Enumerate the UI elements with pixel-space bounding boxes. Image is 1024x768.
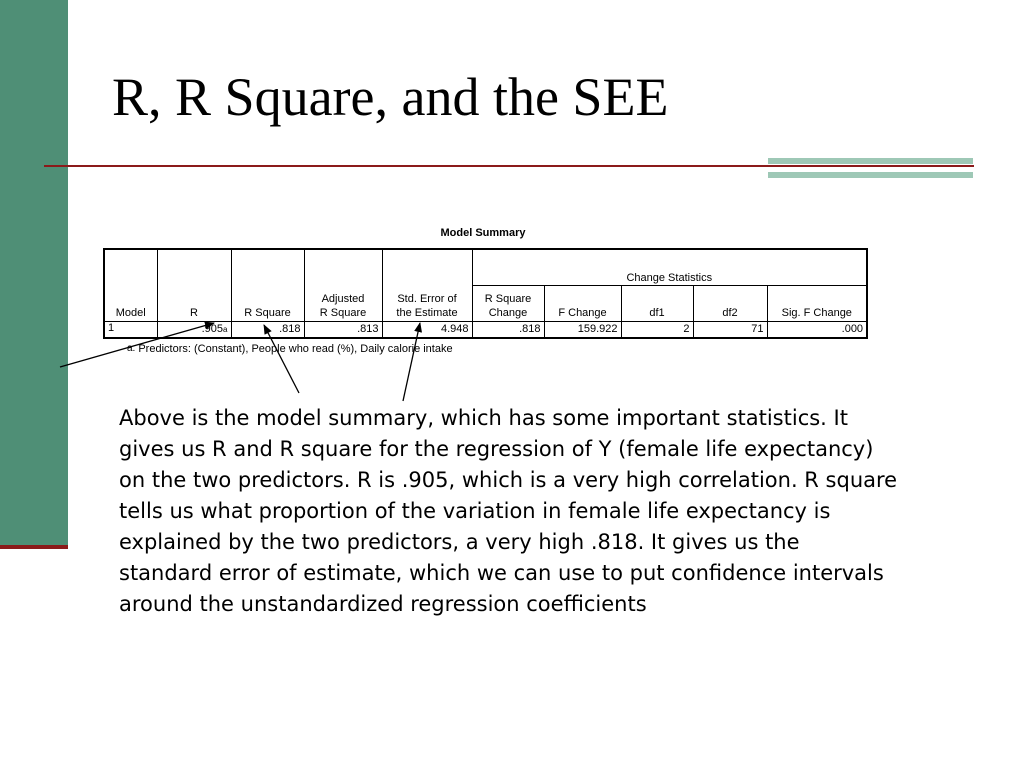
header-change-statistics: Change Statistics — [472, 249, 867, 286]
header-model: Model — [104, 249, 157, 322]
cell-r: .905$^a$ — [157, 322, 231, 339]
header-r: R — [157, 249, 231, 322]
slide-title: R, R Square, and the SEE — [112, 67, 669, 127]
header-adjusted-r-square: Adjusted R Square — [304, 249, 382, 322]
header-std-error: Std. Error of the Estimate — [382, 249, 472, 322]
table-caption: Model Summary — [440, 227, 526, 239]
explanation-paragraph: Above is the model summary, which has some important statistics. It gives us R and R square for the regression of Y (female life expectancy) on the two predictors. R is .905, which is a very high correlation. R square tells us what proportion of the variation in female life expectancy is explained by the two predictors, a very high .818. It gives us the standard error of estimate, which we can use to put confidence intervals around the unstandardized regression coefficients — [119, 406, 898, 616]
header-df1: df1 — [621, 286, 693, 322]
arrow-to-std-error — [403, 323, 420, 401]
cell-model: 1 — [104, 322, 157, 339]
header-sig-f-change: Sig. F Change — [767, 286, 867, 322]
header-r-square-change: R Square Change — [472, 286, 544, 322]
footnote-mark: a. — [127, 343, 136, 354]
footnote-text: Predictors: (Constant), People who read (%), Daily calorie intake — [138, 343, 453, 355]
cell-adjusted-r-square: .813 — [304, 322, 382, 339]
header-r-square: R Square — [231, 249, 304, 322]
header-df2: df2 — [693, 286, 767, 322]
cell-df1: 2 — [621, 322, 693, 339]
arrow-to-r — [60, 323, 214, 367]
r-footnote-mark: a — [223, 325, 228, 334]
cell-r-square: .818 — [231, 322, 304, 339]
header-f-change: F Change — [544, 286, 621, 322]
cell-df2: 71 — [693, 322, 767, 339]
cell-sig-f-change: .000 — [767, 322, 867, 339]
cell-r-square-change: .818 — [472, 322, 544, 339]
cell-std-error: 4.948 — [382, 322, 472, 339]
arrow-to-r-square — [264, 325, 299, 393]
cell-f-change: 159.922 — [544, 322, 621, 339]
